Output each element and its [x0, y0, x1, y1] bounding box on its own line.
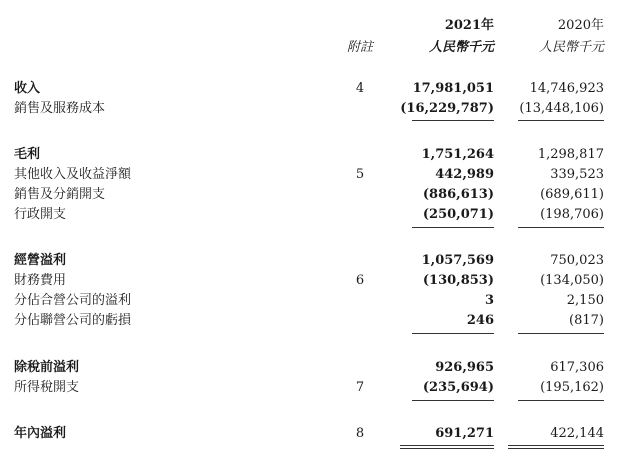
row-label-operating-profit: 經營溢利	[14, 253, 67, 268]
row-value-prior: 617,306	[550, 360, 604, 375]
row-note: 7	[355, 380, 365, 395]
year-prior-header: 2020年	[557, 18, 604, 33]
row-label-gross-profit: 毛利	[14, 147, 41, 162]
row-label-profit-before-tax: 除稅前溢利	[14, 360, 80, 375]
subtotal-rule	[518, 400, 604, 401]
row-value-prior: 422,144	[550, 426, 604, 441]
row-value-current: 17,981,051	[412, 81, 494, 96]
row-value-current: 926,965	[435, 360, 494, 375]
year-current-header: 2021年	[444, 18, 494, 33]
total-double-rule	[508, 445, 604, 446]
row-value-current: 442,989	[435, 167, 494, 182]
row-note: 6	[355, 273, 365, 288]
row-value-current: (250,071)	[422, 207, 494, 222]
row-value-current: 246	[466, 313, 494, 328]
row-value-prior: (134,050)	[540, 273, 604, 288]
subtotal-rule	[518, 227, 604, 228]
subtotal-rule	[412, 227, 494, 228]
row-value-prior: (13,448,106)	[519, 101, 604, 116]
total-double-rule	[400, 445, 494, 446]
row-note: 8	[355, 426, 365, 441]
currency-prior-header: 人民幣千元	[538, 40, 604, 55]
subtotal-rule	[518, 333, 604, 334]
row-value-prior: 14,746,923	[529, 81, 604, 96]
row-label-admin-expenses: 行政開支	[14, 207, 67, 222]
row-value-current: (130,853)	[422, 273, 494, 288]
row-value-current: 1,057,569	[421, 253, 494, 268]
row-label-selling-expenses: 銷售及分銷開支	[14, 187, 106, 202]
currency-current-header: 人民幣千元	[428, 40, 494, 55]
row-value-prior: (195,162)	[540, 380, 604, 395]
row-value-prior: 339,523	[550, 167, 604, 182]
row-value-current: 691,271	[435, 426, 494, 441]
row-value-prior: 1,298,817	[537, 147, 604, 162]
row-note: 4	[355, 81, 365, 96]
row-label-other-income: 其他收入及收益淨額	[14, 167, 132, 182]
subtotal-rule	[412, 333, 494, 334]
row-label-cost-of-sales: 銷售及服務成本	[14, 101, 106, 116]
row-value-current: (886,613)	[422, 187, 494, 202]
row-value-current: 1,751,264	[421, 147, 494, 162]
row-label-income-tax: 所得稅開支	[14, 380, 80, 395]
subtotal-rule	[412, 400, 494, 401]
row-value-current: (235,694)	[422, 380, 494, 395]
total-double-rule	[400, 448, 494, 449]
row-value-prior: (817)	[569, 313, 604, 328]
row-value-prior: 2,150	[566, 293, 604, 308]
row-label-finance-costs: 財務費用	[14, 273, 67, 288]
row-label-revenue: 收入	[14, 81, 41, 96]
row-note: 5	[355, 167, 365, 182]
row-label-profit-for-year: 年內溢利	[14, 426, 67, 441]
row-value-prior: (689,611)	[540, 187, 604, 202]
row-value-current: 3	[484, 293, 494, 308]
row-value-prior: 750,023	[550, 253, 604, 268]
row-value-prior: (198,706)	[540, 207, 604, 222]
row-value-current: (16,229,787)	[400, 101, 494, 116]
row-label-associate-share: 分佔聯營公司的虧損	[14, 313, 132, 328]
row-label-jv-share: 分佔合營公司的溢利	[14, 293, 132, 308]
total-double-rule	[508, 448, 604, 449]
subtotal-rule	[412, 120, 494, 121]
subtotal-rule	[518, 120, 604, 121]
notes-header: 附註	[346, 40, 373, 55]
